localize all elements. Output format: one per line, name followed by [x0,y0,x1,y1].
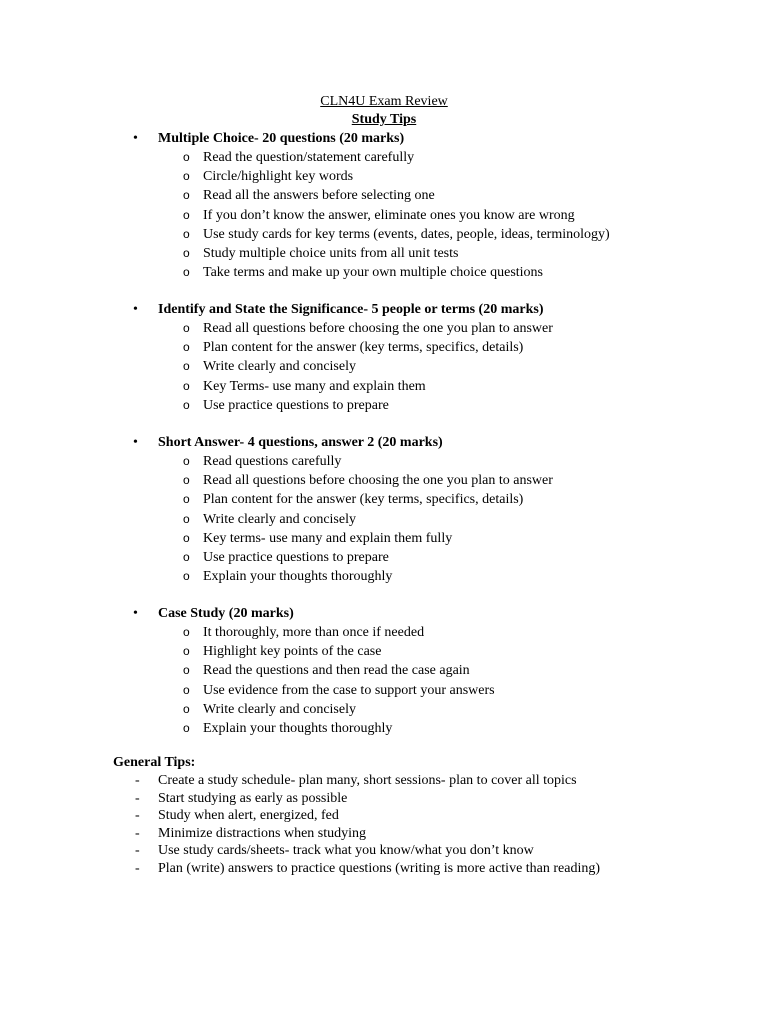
dash-bullet-icon: - [135,825,140,841]
sub-bullet-icon: o [183,720,190,735]
list-item [0,510,768,529]
list-item-text: Plan (write) answers to practice questions (writing is more active than reading) [158,860,601,876]
list-item [0,319,768,338]
list-item-text: Highlight key points of the case [203,644,382,660]
sub-bullet-icon: o [183,549,190,564]
list-item-text: Explain your thoughts thoroughly [203,720,393,736]
list-item [0,642,768,661]
list-item [0,842,768,860]
sub-bullet-icon: o [183,663,190,678]
sub-bullet-icon: o [183,569,190,584]
list-item-text: Write clearly and concisely [203,701,356,717]
list-item-text: Use practice questions to prepare [203,549,389,565]
section-heading-row [0,300,768,319]
list-item-text: Key Terms- use many and explain them [203,378,426,394]
list-item-text: Use practice questions to prepare [203,397,389,413]
sub-bullet-icon: o [183,245,190,260]
section-short-answer [0,433,768,586]
list-item-text: Use study cards for key terms (events, dates, people, ideas, terminology) [203,226,610,242]
list-item-text: Take terms and make up your own multiple choice questions [203,265,543,281]
list-item-text: Explain your thoughts thoroughly [203,569,393,585]
sub-bullet-icon: o [183,492,190,507]
sub-bullet-icon: o [183,321,190,335]
list-item-text: It thoroughly, more than once if needed [203,625,425,640]
list-item-text: Plan content for the answer (key terms, specifics, details) [203,340,524,356]
sub-bullet-icon: o [183,454,190,468]
sub-bullet-icon: o [183,397,190,412]
list-item-text: Read the question/statement carefully [203,150,415,165]
list-item [0,471,768,490]
bullet-icon: • [133,606,138,621]
list-item-text: Minimize distractions when studying [158,825,367,841]
list-item-text: Use evidence from the case to support your answers [203,682,495,698]
list-item [0,807,768,825]
bullet-icon: • [133,131,138,146]
general-tips [0,754,768,878]
list-item [0,790,768,808]
list-item-text: Read all questions before choosing the one you plan to answer [203,473,553,489]
general-tips-heading: General Tips: [113,755,196,770]
list-item [0,772,768,790]
list-item-text: Read all questions before choosing the one you plan to answer [203,321,553,336]
sub-bullet-icon: o [183,530,190,545]
dash-bullet-icon: - [135,790,140,806]
list-item [0,529,768,548]
section-heading-row [0,604,768,623]
list-item [0,357,768,376]
list-item-text: Circle/highlight key words [203,169,354,185]
list-item-text: Write clearly and concisely [203,359,356,375]
section-case-study [0,604,768,738]
list-item [0,860,768,878]
list-item [0,244,768,263]
list-item [0,623,768,642]
list-item [0,490,768,509]
bullet-icon: • [133,302,138,317]
section-heading: Multiple Choice- 20 questions (20 marks) [158,131,405,146]
list-item-text: Plan content for the answer (key terms, specifics, details) [203,492,524,508]
list-item [0,263,768,282]
list-item [0,681,768,700]
list-item [0,148,768,167]
dash-bullet-icon: - [135,860,140,876]
section-heading: Case Study (20 marks) [158,606,294,621]
list-item [0,452,768,471]
sub-bullet-icon: o [183,473,190,488]
section-heading-row [0,433,768,452]
list-item-text: Start studying as early as possible [158,790,348,806]
list-item [0,225,768,244]
list-item-text: Use study cards/sheets- track what you know/what you don’t know [158,843,534,859]
sub-bullet-icon: o [183,359,190,374]
sub-bullet-icon: o [183,207,190,222]
sub-bullet-icon: o [183,644,190,659]
list-item-text: Create a study schedule- plan many, short sessions- plan to cover all topics [158,773,577,788]
list-item [0,396,768,415]
list-item-text: Read the questions and then read the case again [203,663,470,679]
document-subtitle: Study Tips [351,112,417,127]
dash-bullet-icon: - [135,843,140,859]
list-item [0,338,768,357]
section-multiple-choice [0,129,768,282]
sub-bullet-icon: o [183,150,190,164]
sub-bullet-icon: o [183,226,190,241]
list-item [0,206,768,225]
sub-bullet-icon: o [183,265,190,280]
sub-bullet-icon: o [183,511,190,526]
list-item-text: Study when alert, energized, fed [158,808,339,824]
list-item-text: Study multiple choice units from all unit tests [203,245,459,261]
section-heading: Identify and State the Significance- 5 people or terms (20 marks) [158,302,544,317]
sub-bullet-icon: o [183,625,190,639]
sub-bullet-icon: o [183,378,190,393]
list-item [0,167,768,186]
dash-bullet-icon: - [135,773,140,788]
list-item [0,186,768,205]
list-item [0,825,768,843]
list-item [0,548,768,567]
section-identify-significance [0,300,768,415]
list-item [0,377,768,396]
sub-bullet-icon: o [183,188,190,203]
bullet-icon: • [133,435,138,450]
list-item [0,661,768,680]
list-item-text: If you don’t know the answer, eliminate ones you know are wrong [203,207,575,223]
sub-bullet-icon: o [183,169,190,184]
list-item-text: Write clearly and concisely [203,511,356,527]
list-item [0,700,768,719]
list-item-text: Read questions carefully [203,454,342,469]
sub-bullet-icon: o [183,682,190,697]
section-heading: Short Answer- 4 questions, answer 2 (20 marks) [158,435,443,450]
dash-bullet-icon: - [135,808,140,824]
section-heading-row [0,129,768,148]
sub-bullet-icon: o [183,701,190,716]
list-item-text: Read all the answers before selecting one [203,188,435,204]
list-item [0,719,768,738]
list-item [0,567,768,586]
document-title: CLN4U Exam Review [320,94,448,109]
sub-bullet-icon: o [183,340,190,355]
list-item-text: Key terms- use many and explain them fully [203,530,453,546]
